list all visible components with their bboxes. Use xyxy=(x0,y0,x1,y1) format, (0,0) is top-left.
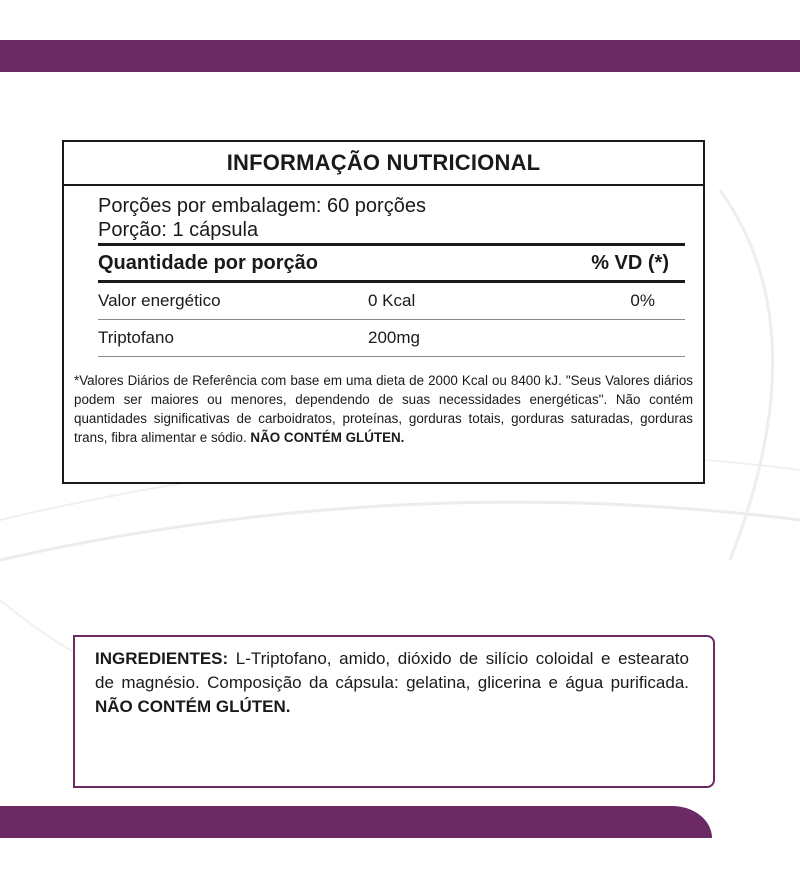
nutrition-facts-table xyxy=(62,140,705,484)
ingredients-box xyxy=(73,635,715,788)
nutrient-dv: 0% xyxy=(630,291,655,310)
footnote-text: *Valores Diários de Referência com base em uma dieta de 2000 Kcal ou 8400 kJ. "Seus Valores diários podem ser maiores ou menores, dependendo de suas necessidades energéticas". Não contém quantidades significativas de carboidratos, proteínas, gorduras totais, gorduras saturadas, gorduras trans, fibra alimentar e sódio. xyxy=(74,373,693,445)
nutrient-amount: 200mg xyxy=(368,328,420,347)
nutrient-name: Triptofano xyxy=(98,328,174,347)
dv-header-label: % VD (*) xyxy=(591,251,669,274)
servings-info xyxy=(64,186,703,243)
nutrient-amount: 0 Kcal xyxy=(368,291,416,310)
nutrition-footnote xyxy=(64,357,703,447)
servings-per-package: Porções por embalagem: 60 porções xyxy=(98,195,426,217)
nutrition-title: INFORMAÇÃO NUTRICIONAL xyxy=(64,142,703,186)
quantity-header xyxy=(98,243,685,283)
serving-size: Porção: 1 cápsula xyxy=(98,219,259,241)
ingredients-text: L-Triptofano, amido, dióxido de silício coloidal e estearato de magnésio. Composição da cápsula: gelatina, glicerina e água purificada. xyxy=(95,649,689,692)
top-brand-bar xyxy=(0,40,800,72)
quantity-header-label: Quantidade por porção xyxy=(98,251,319,274)
nutrient-name: Valor energético xyxy=(98,291,221,310)
nutrient-row xyxy=(98,320,685,357)
footnote-gluten-warning: NÃO CONTÉM GLÚTEN. xyxy=(250,430,405,445)
ingredients-gluten-warning: NÃO CONTÉM GLÚTEN. xyxy=(95,697,291,716)
bottom-brand-bar xyxy=(0,806,712,838)
nutrient-row xyxy=(98,283,685,320)
ingredients-label: INGREDIENTES: xyxy=(95,649,229,668)
